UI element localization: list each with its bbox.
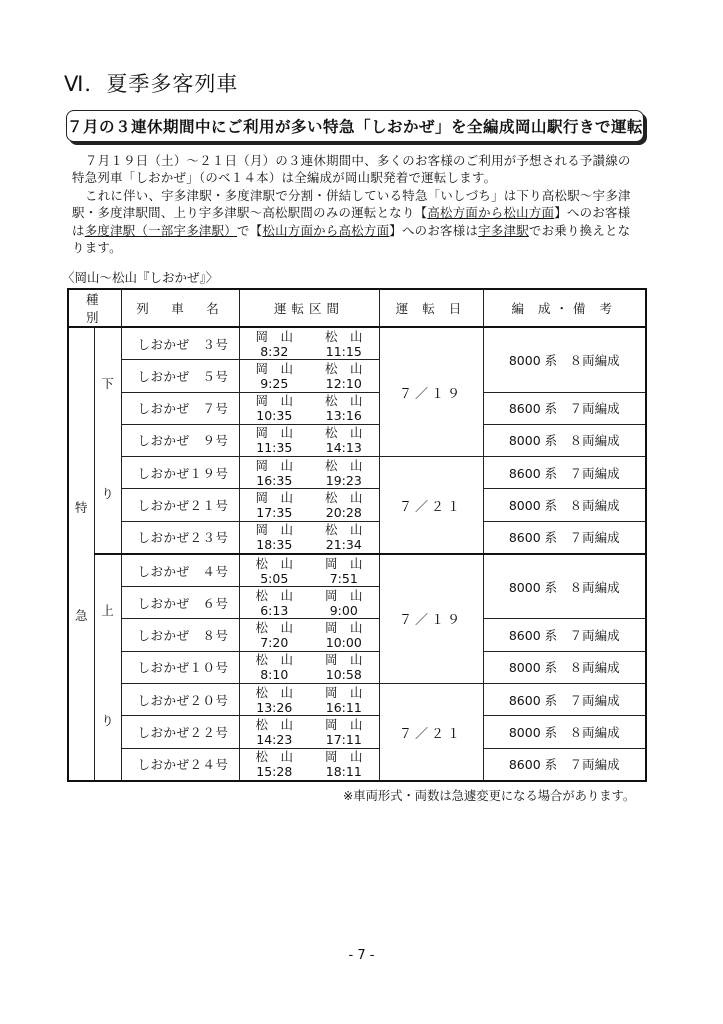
arrival-time: 12:10 [325,375,362,391]
section-cell [239,424,379,456]
destination-station: 松 山 [325,489,363,505]
departure-time: 17:35 [256,504,293,520]
table-row [68,327,646,360]
train-name: しおかぜ ８号 [121,619,239,651]
arrival-time: 10:00 [325,635,362,651]
destination-station: 松 山 [325,328,363,344]
headline-banner: ７月の３連休期間中にご利用が多い特急「しおかぜ」を全編成岡山駅行きで運転 [66,110,644,142]
section-cell [239,489,379,521]
origin-station: 岡 山 [255,457,294,473]
direction-up-top: 上 [101,602,114,618]
intro-text-segment: 】へのお客様は [72,205,631,238]
underlined-direction-2: 松山方面から高松方面 [262,222,390,238]
formation-cell: 8000 系 ８両編成 [483,424,646,456]
table-row [68,554,646,587]
origin-station: 岡 山 [255,328,294,344]
footnote: ※車両形式・両数は急遽変更になる場合があります。 [343,789,636,803]
origin-station: 松 山 [255,684,294,700]
origin-station: 松 山 [255,749,294,765]
table-row [68,489,646,521]
departure-time: 7:20 [260,635,289,651]
origin-station: 松 山 [255,652,294,668]
departure-time: 14:23 [256,731,293,747]
underlined-direction-1: 高松方面から松山方面 [427,205,555,221]
destination-station: 岡 山 [325,555,363,571]
departure-time: 6:13 [260,602,289,618]
section-cell [239,327,379,360]
kind-label-bottom: 急 [74,608,88,623]
departure-time: 15:28 [256,764,293,780]
date-cell: ７／１９ [379,554,483,684]
table-row [68,457,646,489]
timetable [67,288,647,782]
train-name: しおかぜ２４号 [121,748,239,781]
origin-station: 岡 山 [255,360,294,376]
departure-time: 5:05 [260,570,289,586]
date-cell: ７／１９ [379,327,483,457]
intro-text-segment: で【 [237,222,263,238]
origin-station: 松 山 [255,716,294,732]
origin-station: 松 山 [255,555,294,571]
destination-station: 岡 山 [325,587,363,603]
formation-cell: 8600 系 ７両編成 [483,392,646,424]
origin-station: 岡 山 [255,393,294,409]
destination-station: 松 山 [325,425,363,441]
arrival-time: 20:28 [325,504,362,520]
section-cell [239,392,379,424]
header-kind: 種 別 [68,289,121,327]
train-name: しおかぜ２３号 [121,521,239,554]
origin-station: 松 山 [255,587,294,603]
train-name: しおかぜ１０号 [121,651,239,683]
train-name: しおかぜ１９号 [121,457,239,489]
origin-station: 岡 山 [255,425,294,441]
train-name: しおかぜ ５号 [121,360,239,392]
table-row [68,424,646,456]
train-name: しおかぜ ６号 [121,587,239,619]
origin-station: 岡 山 [255,522,294,538]
departure-time: 9:25 [260,375,289,391]
formation-cell: 8600 系 ７両編成 [483,684,646,716]
arrival-time: 9:00 [329,602,358,618]
date-cell: ７／２１ [379,684,483,781]
intro-text-segment: 】へのお客様は [389,222,479,238]
formation-cell: 8600 系 ７両編成 [483,619,646,651]
header-date: 運 転 日 [379,289,483,327]
arrival-time: 14:13 [325,440,362,456]
direction-down-top: 下 [101,376,114,391]
table-row [68,748,646,781]
departure-time: 16:35 [256,472,293,488]
direction-up-bottom: り [101,712,114,728]
destination-station: 松 山 [325,360,363,376]
destination-station: 松 山 [325,393,363,409]
section-cell [239,521,379,554]
table-row [68,619,646,651]
arrival-time: 18:11 [325,764,362,780]
kind-label-top: 特 [74,500,88,515]
header-train-name: 列 車 名 [121,289,239,327]
arrival-time: 17:11 [325,731,362,747]
arrival-time: 21:34 [325,537,362,553]
intro-paragraph-1: ７月１９日（土）～２１日（月）の３連休期間中、多くのお客様のご利用が予想される予讃線の特急列車「しおかぜ」（のべ１４本）は全編成が岡山駅発着で運転します。 [72,153,631,186]
section-cell [239,360,379,392]
section-cell [239,651,379,683]
arrival-time: 11:15 [325,343,362,359]
origin-station: 岡 山 [255,489,294,505]
formation-cell: 8000 系 ８両編成 [483,489,646,521]
destination-station: 岡 山 [325,716,363,732]
origin-station: 松 山 [255,620,294,636]
destination-station: 岡 山 [325,684,363,700]
intro-text [72,152,640,256]
direction-down-cell [94,327,121,554]
section-cell [239,619,379,651]
formation-cell: 8000 系 ８両編成 [483,327,646,392]
section-cell [239,554,379,587]
arrival-time: 16:11 [325,699,362,715]
table-caption: 〈岡山～松山『しおかぜ』〉 [62,270,219,285]
destination-station: 松 山 [325,457,363,473]
underlined-transfer-station-2: 宇多津駅 [478,222,529,238]
departure-time: 13:26 [256,699,293,715]
destination-station: 岡 山 [325,749,363,765]
header-section: 運転区間 [239,289,379,327]
departure-time: 10:35 [256,408,293,424]
arrival-time: 13:16 [325,408,362,424]
direction-down-bottom: り [101,486,114,501]
section-title: Ⅵ．夏季多客列車 [64,72,239,96]
train-name: しおかぜ２２号 [121,716,239,748]
section-cell [239,716,379,748]
formation-cell: 8600 系 ７両編成 [483,457,646,489]
intro-text-segment: これに伴い、宇多津駅・多度津駅で分割・併結している特急「いしづち」は下り高松駅～宇多津駅・多度津駅間、上り宇多津駅～高松駅間のみの運転となり【 [72,187,631,221]
train-name: しおかぜ ４号 [121,554,239,587]
header-formation: 編 成・備 考 [483,289,646,327]
departure-time: 8:10 [260,667,289,683]
page-number: - 7 - [348,948,375,963]
destination-station: 岡 山 [325,620,363,636]
train-name: しおかぜ２０号 [121,684,239,716]
formation-cell: 8000 系 ８両編成 [483,651,646,683]
departure-time: 11:35 [256,440,293,456]
train-name: しおかぜ ７号 [121,392,239,424]
intro-paragraph-2 [72,187,640,257]
destination-station: 松 山 [325,522,363,538]
destination-station: 岡 山 [325,652,363,668]
section-cell [239,457,379,489]
intro-text-segment: でお乗り換えとなります。 [72,222,631,256]
formation-cell: 8600 系 ７両編成 [483,521,646,554]
arrival-time: 10:58 [325,667,362,683]
section-cell [239,684,379,716]
departure-time: 18:35 [256,537,293,553]
section-cell [239,748,379,781]
table-row [68,651,646,683]
arrival-time: 19:23 [325,472,362,488]
section-cell [239,587,379,619]
formation-cell: 8000 系 ８両編成 [483,716,646,748]
underlined-transfer-station-1: 多度津駅（一部宇多津駅） [84,222,237,238]
train-name: しおかぜ２１号 [121,489,239,521]
departure-time: 8:32 [260,343,289,359]
train-name: しおかぜ ３号 [121,327,239,360]
formation-cell: 8600 系 ７両編成 [483,748,646,781]
kind-cell [68,327,94,781]
date-cell: ７／２１ [379,457,483,554]
formation-cell: 8000 系 ８両編成 [483,554,646,619]
table-row [68,392,646,424]
table-row [68,716,646,748]
table-row [68,684,646,716]
train-name: しおかぜ ９号 [121,424,239,456]
direction-up-cell [94,554,121,781]
table-row [68,521,646,554]
arrival-time: 7:51 [329,570,358,586]
